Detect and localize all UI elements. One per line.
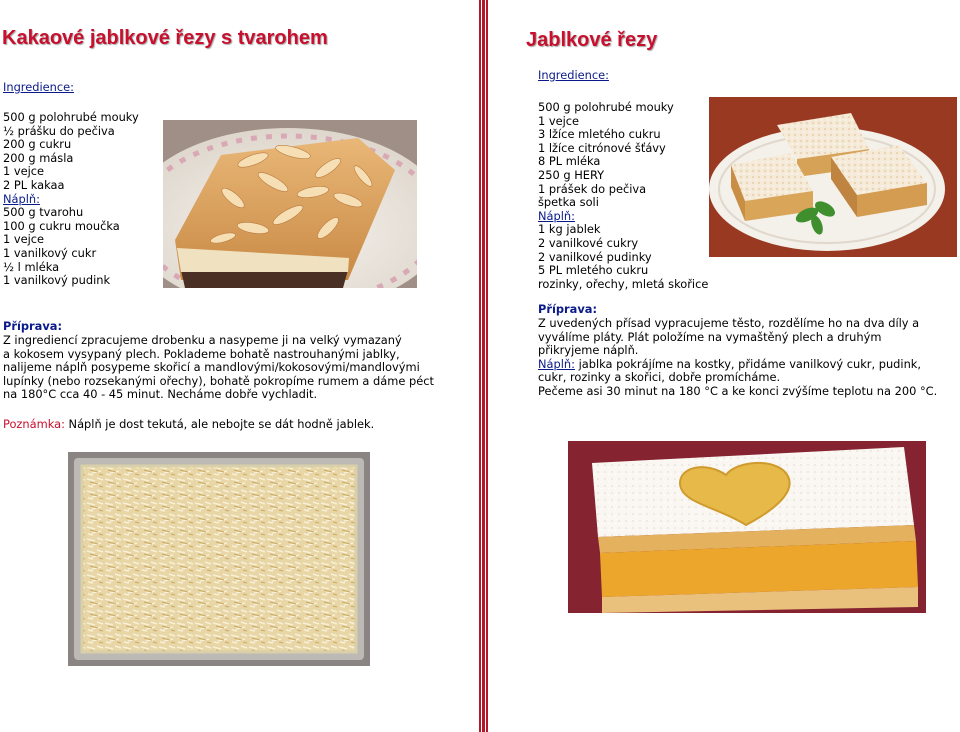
right-ingredients-heading: Ingredience: — [538, 68, 609, 82]
ingredient-line: 200 g másla — [3, 150, 74, 165]
ingredient-line: 3 lžíce mletého cukru — [538, 127, 661, 142]
ingredient-line: 1 lžíce citrónové šťávy — [538, 140, 666, 155]
filling-line: 100 g cukru moučka — [3, 218, 120, 233]
right-ingredients-list — [538, 101, 708, 291]
left-prep-heading: Příprava: — [3, 319, 62, 333]
filling-line: ½ l mléka — [3, 259, 60, 274]
filling-line: 2 vanilkové cukry — [538, 235, 639, 250]
left-prep-text: Z ingrediencí zpracujeme drobenku a nasypeme ji na velký vymazaný a kokosem vysypaný plech. Poklademe bohatě nastrouhanými jablky, nalijeme náplň posypeme skořicí a mandlovými/kokosovými/mandlovými lupínky (nebo rozsekanými ořechy), bohatě pokropíme rumem a dáme péct na 180°C cca 40 - 45 minut. Necháme dobře vychladit. — [3, 333, 434, 402]
ingredient-line: 2 PL kakaa — [3, 177, 65, 192]
note-text: Náplň je dost tekutá, ale nebojte se dát hodně jablek. — [64, 417, 375, 431]
ingredient-line: špetka soli — [538, 195, 599, 210]
left-ingredients-list — [3, 111, 139, 288]
filling-line: 1 vanilkový pudink — [3, 273, 111, 288]
grated-topping-baking-tray-photo — [68, 452, 370, 666]
filling-line: rozinky, ořechy, mletá skořice — [538, 276, 709, 291]
ingredient-line: 1 prášek do pečiva — [538, 181, 647, 196]
filling-line: 1 kg jablek — [538, 222, 601, 237]
right-prep-heading: Příprava: — [538, 302, 597, 316]
powdered-sugar-slices-plate-photo — [709, 97, 957, 257]
right-recipe-page — [490, 0, 960, 732]
left-note — [3, 418, 374, 432]
left-filling-heading: Náplň: — [3, 191, 40, 206]
prep-filling-label: Náplň: — [538, 356, 575, 371]
apple-slice-with-heart-photo — [568, 441, 926, 613]
page-divider — [479, 0, 488, 732]
cake-slice-with-almond-flakes-photo — [163, 120, 417, 288]
ingredient-line: 500 g polohrubé mouky — [538, 100, 674, 114]
left-ingredients-heading: Ingredience: — [3, 80, 74, 94]
filling-line: 2 vanilkové pudinky — [538, 249, 652, 264]
left-recipe-title: Kakaové jablkové řezy s tvarohem — [2, 27, 328, 49]
filling-line: 1 vanilkový cukr — [3, 245, 97, 260]
filling-line: 500 g tvarohu — [3, 205, 84, 220]
filling-line: 1 vejce — [3, 232, 45, 247]
left-recipe-page — [0, 0, 476, 732]
ingredient-line: 8 PL mléka — [538, 154, 601, 169]
right-recipe-title: Jablkové řezy — [526, 29, 658, 51]
ingredient-line: 500 g polohrubé mouky — [3, 110, 139, 124]
right-prep-text: Z uvedených přísad vypracujeme těsto, rozdělíme ho na dva díly a vyválíme pláty. Plát položíme na vymaštěný plech a druhým přikryjeme náplň. Náplň: jablka pokrájíme na kostky, přidáme vanilkový cukr, pudink, cukr, rozinky a skořici, dobře promícháme. Pečeme asi 30 minut na 180 °C a ke konci zvýšíme teplotu na 200 °C. — [538, 316, 938, 398]
ingredient-line: ½ prášku do pečiva — [3, 123, 115, 138]
right-filling-heading: Náplň: — [538, 208, 575, 223]
ingredient-line: 250 g HERY — [538, 167, 605, 182]
filling-line: 5 PL mletého cukru — [538, 263, 649, 278]
ingredient-line: 1 vejce — [538, 113, 580, 128]
ingredient-line: 1 vejce — [3, 164, 45, 179]
ingredient-line: 200 g cukru — [3, 137, 72, 152]
note-label: Poznámka: — [3, 417, 65, 431]
